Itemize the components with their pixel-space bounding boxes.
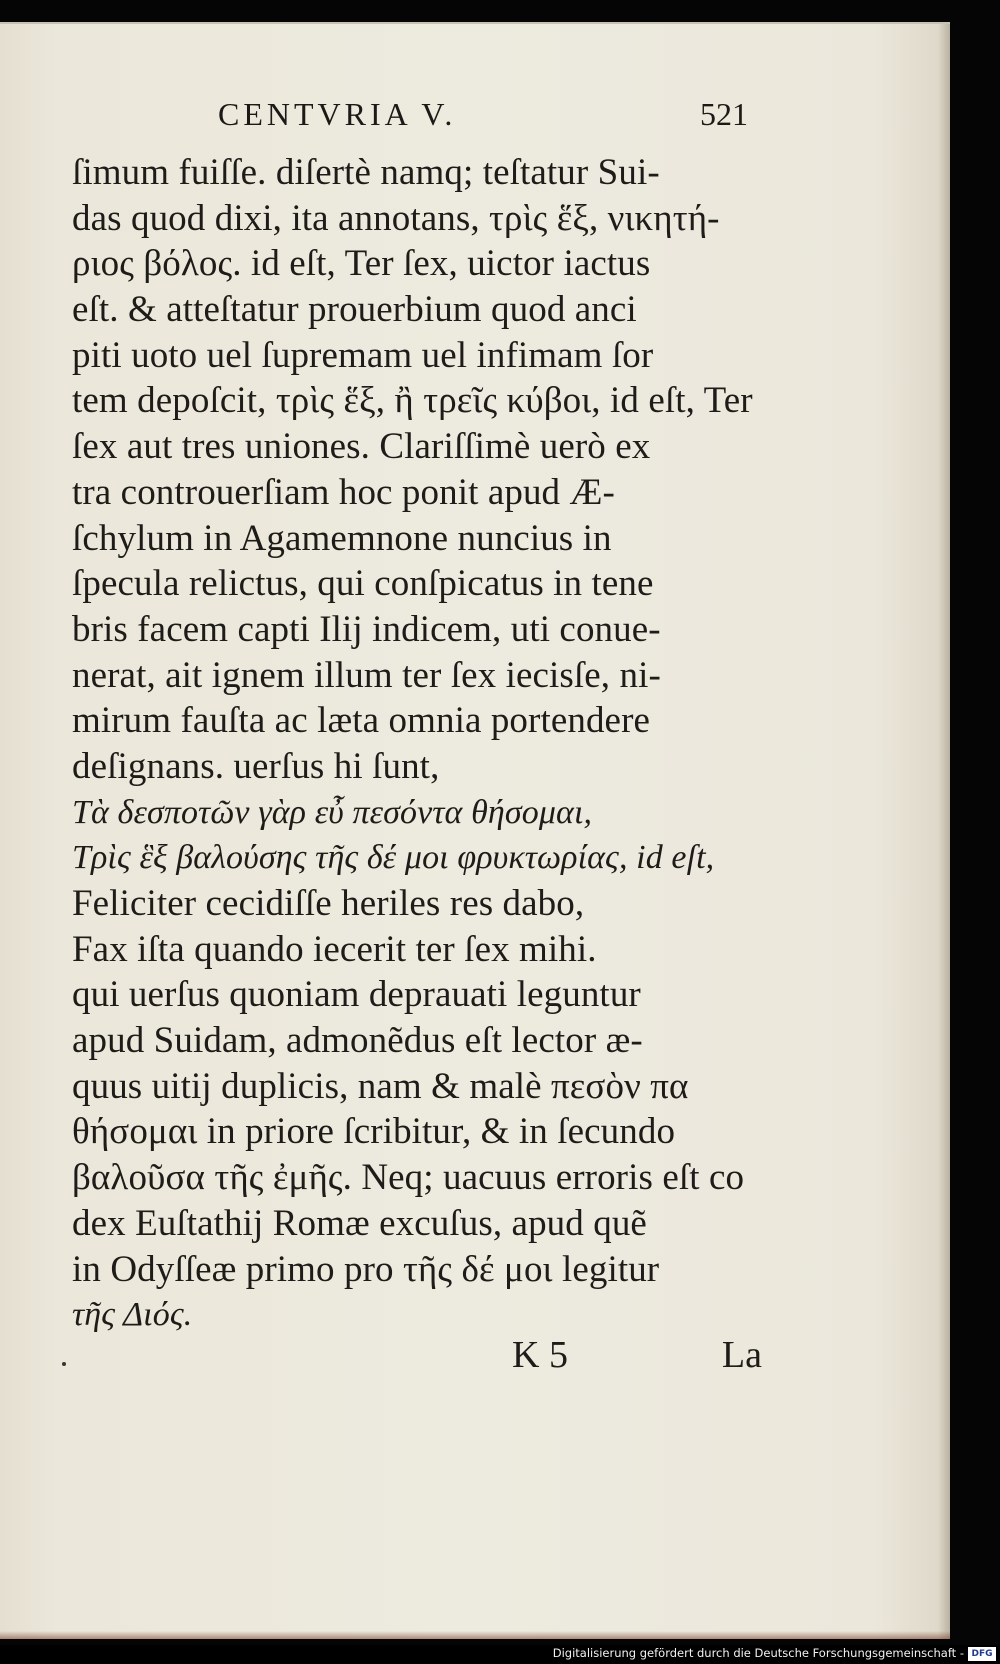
running-head-title: CENTVRIA V. <box>218 96 457 132</box>
body-text <box>72 150 762 1338</box>
page-bottom-edge <box>0 1631 950 1639</box>
text-line: tem depoſcit, τρὶς ἕξ, ἢ τρεῖς κύβοι, id eſt, Ter <box>72 380 753 422</box>
text-line: in Odyſſeæ primo pro τῆς δέ μοι legitur <box>72 1248 660 1290</box>
text-line: eſt. & atteſtatur prouerbium quod anci <box>72 289 637 331</box>
text-line: dex Euſtathij Romæ excuſus, apud quẽ <box>72 1202 647 1244</box>
text-line: Feliciter cecidiſſe heriles res dabo, <box>72 883 585 924</box>
text-line: deſignans. uerſus hi ſunt, <box>72 745 440 787</box>
text-line: τῆς Διός. <box>72 1296 193 1334</box>
text-line: tra controuerſiam hoc ponit apud Æ- <box>72 471 615 513</box>
text-line: ſimum fuiſſe. diſertè namq; teſtatur Sui- <box>72 152 660 193</box>
footer-credit: Digitalisierung gefördert durch die Deutsche Forschungsgemeinschaft - <box>552 1646 964 1660</box>
signature-mark: K 5 <box>512 1334 568 1376</box>
text-line: mirum fauſta ac læta omnia portendere <box>72 700 651 742</box>
text-line: θήσομαι in priore ſcribitur, & in ſecundo <box>72 1111 676 1153</box>
running-head <box>218 96 748 146</box>
text-line: apud Suidam, admonẽdus eſt lector æ- <box>72 1020 643 1062</box>
page-number: 521 <box>700 96 748 132</box>
text-line: nerat, ait ignem illum ter ſex iecisſe, ni- <box>72 654 661 696</box>
text-line: ριος βόλος. id eſt, Ter ſex, uictor iactus <box>72 243 651 285</box>
page-gutter-shadow <box>938 24 950 1639</box>
text-line: ſchylum in Agamemnone nuncius in <box>72 517 612 559</box>
text-line: piti uoto uel ſupremam uel infimam ſor <box>72 334 654 376</box>
catchline <box>512 1333 762 1383</box>
text-line: ſex aut tres uniones. Clariſſimè uerò ex <box>72 426 651 468</box>
margin-dot-mark <box>62 1362 66 1366</box>
dfg-logo: DFG <box>968 1647 996 1661</box>
text-line: bris facem capti Ilij indicem, uti conue- <box>72 608 661 650</box>
digitization-footer <box>0 1645 1000 1664</box>
text-line: Τρὶς ἓξ βαλούσης τῆς δέ μοι φρυκτωρίας, id eſt, <box>72 839 715 877</box>
catchword: La <box>721 1334 762 1376</box>
text-line: βαλοῦσα τῆς ἐμῆς. Neq; uacuus erroris eſt co <box>72 1157 745 1199</box>
text-line: quus uitij duplicis, nam & malè πεσὸν πα <box>72 1065 689 1107</box>
text-line: qui uerſus quoniam deprauati leguntur <box>72 974 641 1016</box>
text-line: Fax iſta quando iecerit ter ſex mihi. <box>72 928 597 970</box>
text-line: Τὰ δεσποτῶν γὰρ εὖ πεσόντα θήσομαι, <box>72 793 593 831</box>
text-line: ſpecula relictus, qui conſpicatus in tene <box>72 563 654 605</box>
text-line: das quod dixi, ita annotans, τρὶς ἕξ, νικητή- <box>72 197 720 239</box>
